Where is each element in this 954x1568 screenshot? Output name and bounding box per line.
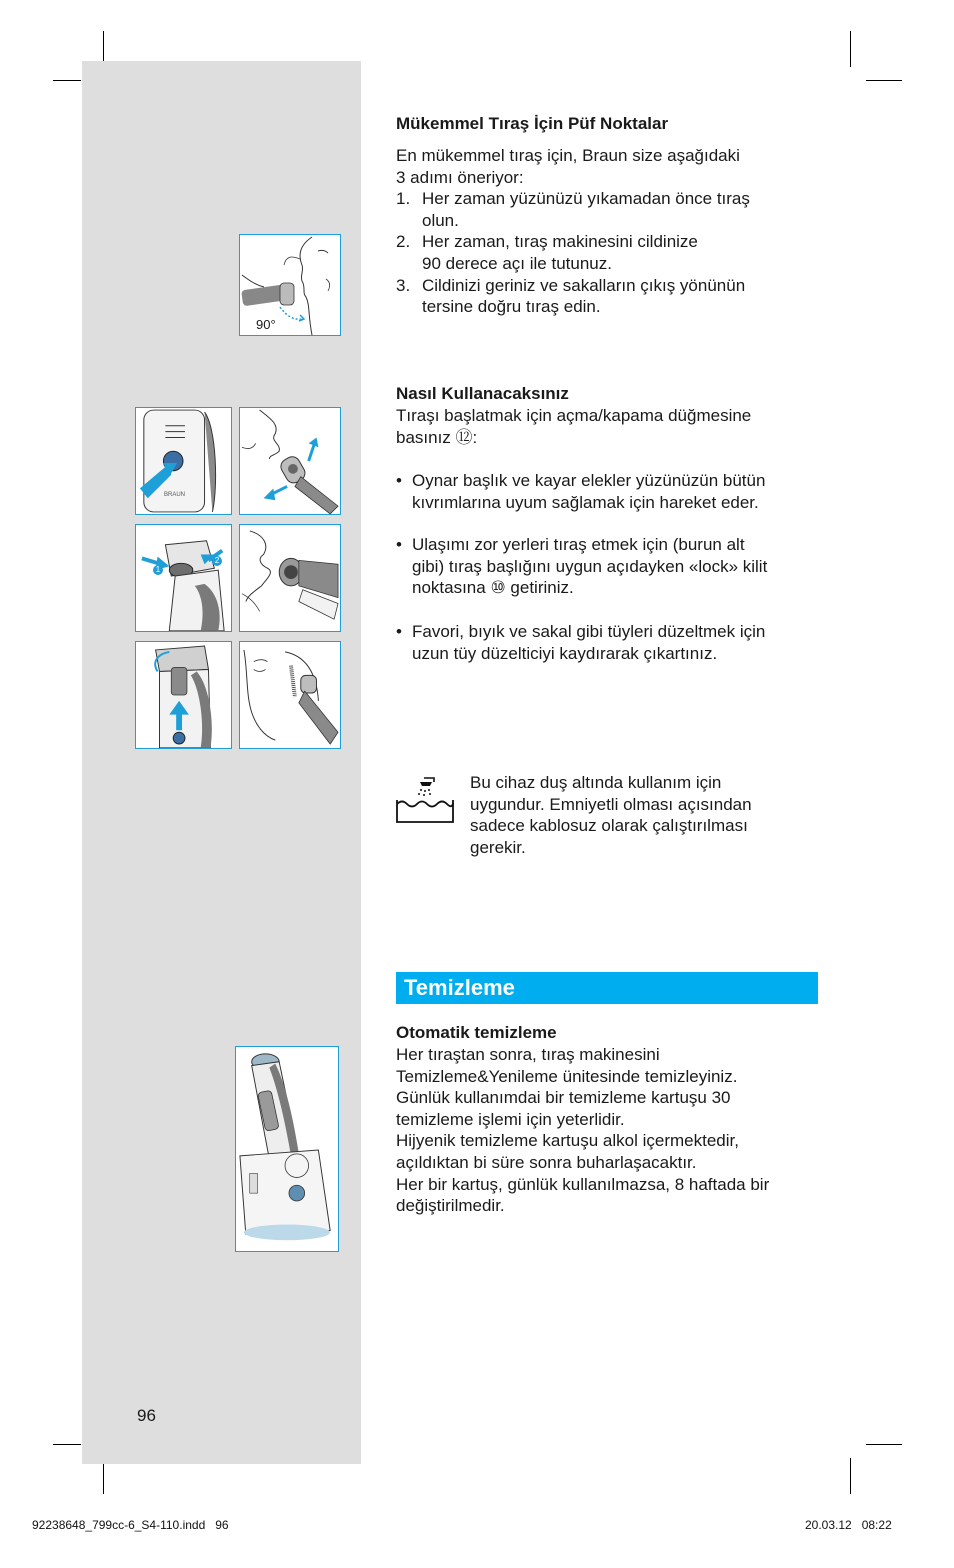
text-line: uygundur. Emniyetli olması açısından — [470, 794, 752, 814]
usage-intro — [396, 405, 826, 448]
head-pivot-illustration — [240, 408, 340, 514]
list-item — [396, 275, 826, 318]
tips-intro — [396, 145, 826, 318]
crop-mark — [850, 31, 851, 67]
crop-mark — [850, 1458, 851, 1494]
crop-mark — [866, 1444, 902, 1445]
step-number: 2. — [396, 232, 411, 252]
text-line: Ulaşımı zor yerleri tıraş etmek için (burun alt — [412, 535, 745, 554]
face-shaver-illustration — [240, 235, 340, 335]
text-line: Favori, bıyık ve sakal gibi tüyleri düzeltmek için — [412, 622, 766, 641]
lock-head-illustration — [136, 525, 231, 631]
step-two-label: 2 — [212, 556, 222, 566]
text-line: tersine doğru tıraş edin. — [422, 297, 601, 317]
text-line: 90 derece açı ile tutunuz. — [422, 253, 612, 273]
page-number: 96 — [137, 1406, 156, 1425]
angle-label: 90° — [256, 317, 276, 332]
shower-bath-icon — [394, 772, 456, 824]
bullet-dot: • — [396, 471, 402, 490]
figure-head-pivot — [239, 407, 341, 515]
text-line: Bu cihaz duş altında kullanım için — [470, 773, 722, 792]
text-line: Temizleme&Yenileme ünitesinde temizleyiniz. — [396, 1066, 738, 1086]
text-line: noktasına ⑩ getiriniz. — [412, 578, 574, 598]
figure-shaving-angle — [239, 234, 341, 336]
list-item — [396, 231, 826, 274]
text-line: Oynar başlık ve kayar elekler yüzünüzün bütün — [412, 471, 766, 490]
figure-under-nose — [239, 524, 341, 632]
text-line: Her zaman, tıraş makinesini cildinize — [422, 232, 698, 252]
shower-note — [470, 772, 830, 858]
cleaning-heading: Otomatik temizleme — [396, 1023, 557, 1042]
list-item — [396, 621, 816, 664]
text-line: uzun tüy düzelticiyi kaydırarak çıkartınız. — [412, 643, 718, 663]
figure-cleaning-station — [235, 1046, 339, 1252]
list-item — [396, 534, 816, 599]
text-line: En mükemmel tıraş için, Braun size aşağıdaki — [396, 146, 740, 165]
text-line: Her tıraştan sonra, tıraş makinesini — [396, 1045, 660, 1064]
text-line: gibi) tıraş başlığını uygun açıdayken «lock» kilit — [412, 556, 768, 576]
usage-heading: Nasıl Kullanacaksınız — [396, 384, 569, 403]
step-number: 3. — [396, 275, 411, 295]
text-line: olun. — [422, 210, 459, 230]
shower-bath-icon-graphic — [394, 772, 456, 824]
tips-heading: Mükemmel Tıraş İçin Püf Noktalar — [396, 114, 669, 133]
figure-switch-on — [135, 407, 232, 515]
brand-label: BRAUN — [164, 492, 186, 498]
figure-lock-head — [135, 524, 232, 632]
figure-sideburn-trim — [239, 641, 341, 749]
text-line: temizleme işlemi için yeterlidir. — [396, 1109, 625, 1129]
step-number: 1. — [396, 189, 411, 209]
text-line: Tıraşı başlatmak için açma/kapama düğmesine — [396, 406, 752, 425]
tips-steps — [396, 188, 826, 318]
text-line: Hijyenik temizleme kartuşu alkol içermektedir, — [396, 1131, 739, 1151]
trimmer-slide-illustration — [136, 642, 231, 748]
sideburn-trim-illustration — [240, 642, 340, 748]
text-line: sadece kablosuz olarak çalıştırılması — [470, 816, 748, 836]
text-line: kıvrımlarına uyum sağlamak için hareket eder. — [412, 492, 759, 512]
text-line: basınız ⑫: — [396, 427, 478, 447]
section-header-cleaning: Temizleme — [396, 972, 818, 1004]
crop-mark — [53, 1444, 81, 1445]
text-line: Her bir kartuş, günlük kullanılmazsa, 8 haftada bir — [396, 1174, 770, 1194]
cleaning-body — [396, 1044, 836, 1217]
step-one-label: 1 — [153, 565, 163, 575]
text-line: 3 adımı öneriyor: — [396, 167, 524, 187]
shaver-switch-illustration — [136, 408, 231, 514]
bullet-dot: • — [396, 622, 402, 641]
text-line: değiştirilmedir. — [396, 1196, 505, 1216]
footer-date: 20.03.12 08:22 — [805, 1518, 892, 1532]
text-line: Cildinizi geriniz ve sakalların çıkış yönünün — [422, 275, 746, 295]
figure-trimmer-slide — [135, 641, 232, 749]
under-nose-illustration — [240, 525, 340, 631]
text-line: Her zaman yüzünüzü yıkamadan önce tıraş — [422, 189, 750, 209]
list-item — [396, 470, 816, 513]
text-line: gerekir. — [470, 837, 526, 857]
bullet-dot: • — [396, 535, 402, 554]
footer-file-info: 92238648_799cc-6_S4-110.indd 96 — [32, 1518, 229, 1532]
crop-mark — [53, 80, 81, 81]
text-line: Günlük kullanımdai bir temizleme kartuşu 30 — [396, 1088, 731, 1108]
text-line: açıldıktan bi süre sonra buharlaşacaktır. — [396, 1152, 697, 1172]
cleaning-station-illustration — [236, 1047, 338, 1251]
list-item — [396, 188, 826, 231]
crop-mark — [866, 80, 902, 81]
